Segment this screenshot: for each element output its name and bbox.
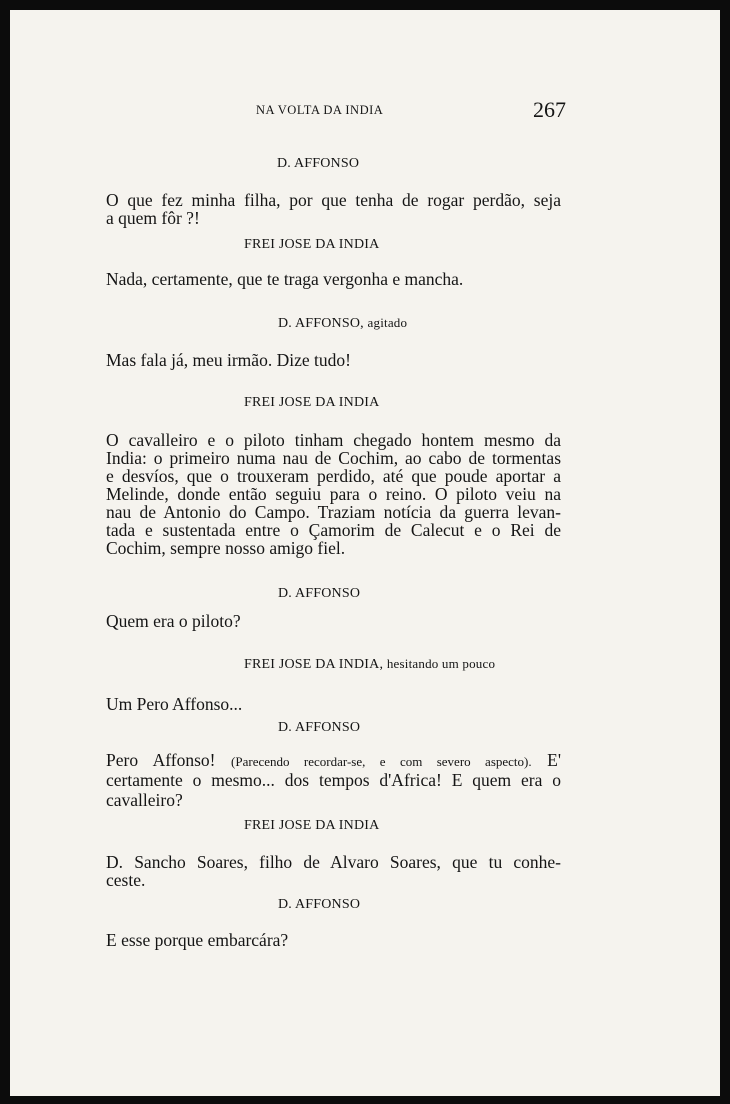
speaker-label: D. AFFONSO — [277, 156, 360, 171]
stage-direction: (Parecendo recordar-se, e com severo aspecto). — [231, 754, 532, 769]
speech-line: D. Sancho Soares, filho de Alvaro Soares, que tu conhe- — [106, 852, 561, 872]
speaker-label: FREI JOSE DA INDIA — [244, 395, 380, 410]
speech-line: Mas fala já, meu irmão. Dize tudo! — [106, 350, 351, 370]
speech-line: Quem era o piloto? — [106, 611, 241, 631]
speech-line: O que fez minha filha, por que tenha de rogar perdão, seja — [106, 190, 561, 210]
speaker-label: D. AFFONSO — [278, 586, 361, 601]
speaker-label: FREI JOSE DA INDIA — [244, 818, 380, 833]
speech-line: certamente o mesmo... dos tempos d'Africa! E quem era o — [106, 770, 561, 790]
speaker-label: D. AFFONSO — [278, 720, 361, 735]
speaker-name: FREI JOSE DA INDIA, — [244, 657, 384, 672]
book-page — [10, 10, 720, 1096]
speech-line: India: o primeiro numa nau de Cochim, ao cabo de tormentas — [106, 448, 561, 468]
speaker-label — [244, 656, 495, 673]
page-number: 267 — [533, 97, 566, 122]
stage-direction: agitado — [367, 315, 408, 330]
speech-line: e desvíos, que o trouxeram perdido, até que poude aportar a — [106, 466, 561, 486]
speaker-label: FREI JOSE DA INDIA — [244, 237, 380, 252]
speech-line: ceste. — [106, 870, 146, 890]
speech-line — [106, 751, 561, 772]
speech-text: E' — [547, 750, 561, 770]
speech-line: Nada, certamente, que te traga vergonha e mancha. — [106, 269, 464, 289]
speaker-label — [278, 315, 407, 332]
speech-line: tada e sustentada entre o Çamorim de Calecut e o Rei de — [106, 520, 561, 540]
stage-direction: hesitando um pouco — [386, 656, 496, 671]
speech-line: cavalleiro? — [106, 790, 183, 810]
speech-line: a quem fôr ?! — [106, 208, 200, 228]
speech-text: Pero Affonso! — [106, 750, 216, 770]
speech-line: Um Pero Affonso... — [106, 694, 243, 714]
speaker-label: D. AFFONSO — [278, 897, 361, 912]
speaker-name: D. AFFONSO, — [278, 316, 364, 331]
speech-line: Melinde, donde então seguiu para o reino. O piloto veiu na — [106, 484, 561, 504]
speech-line: O cavalleiro e o piloto tinham chegado hontem mesmo da — [106, 430, 561, 450]
speech-line: Cochim, sempre nosso amigo fiel. — [106, 538, 346, 558]
running-head: NA VOLTA DA INDIA — [256, 103, 384, 117]
speech-line: nau de Antonio do Campo. Traziam notícia da guerra levan- — [106, 502, 561, 522]
speech-line: E esse porque embarcára? — [106, 930, 289, 950]
